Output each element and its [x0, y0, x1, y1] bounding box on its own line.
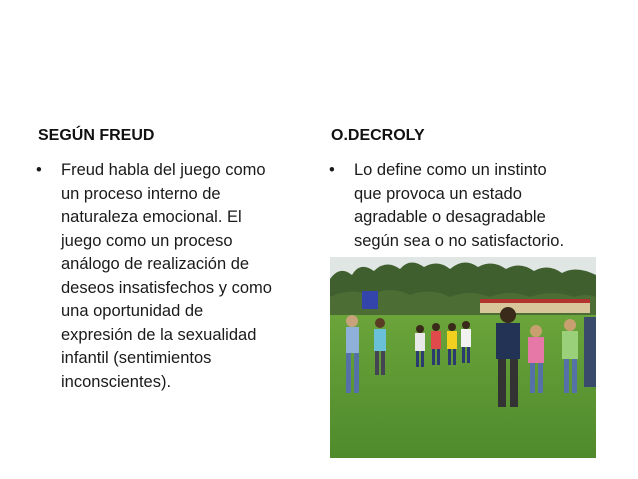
text-line: Lo define como un instinto: [354, 161, 547, 179]
tent-roof: [480, 299, 590, 303]
text-line: infantil (sentimientos: [61, 349, 212, 367]
freud-bullet-text: [61, 159, 321, 394]
text-line: agradable o desagradable: [354, 208, 546, 226]
bullet-dot: •: [329, 161, 335, 179]
freud-heading: SEGÚN FREUD: [38, 127, 155, 144]
decroly-heading: O.DECROLY: [331, 127, 425, 144]
banner: [362, 291, 378, 309]
photo-illustration: [330, 257, 596, 458]
children-playing-photo: [330, 257, 596, 458]
text-line: juego como un proceso: [61, 231, 233, 250]
text-line: inconscientes).: [61, 372, 172, 391]
text-line: deseos insatisfechos y como: [61, 278, 272, 297]
text-line: Freud habla del juego como: [61, 161, 266, 179]
decroly-bullet-text: [354, 159, 624, 253]
text-line: naturaleza emocional. El: [61, 208, 242, 226]
decroly-bullet: [329, 159, 619, 259]
text-line: una oportunidad de: [61, 302, 204, 320]
text-line: análogo de realización de: [61, 255, 250, 273]
text-line: según sea o no satisfactorio.: [354, 231, 565, 250]
bullet-dot: •: [36, 161, 42, 179]
freud-bullet: [36, 159, 316, 419]
text-line: que provoca un estado: [354, 184, 522, 203]
text-line: un proceso interno de: [61, 184, 221, 203]
text-line: expresión de la sexualidad: [61, 325, 257, 344]
